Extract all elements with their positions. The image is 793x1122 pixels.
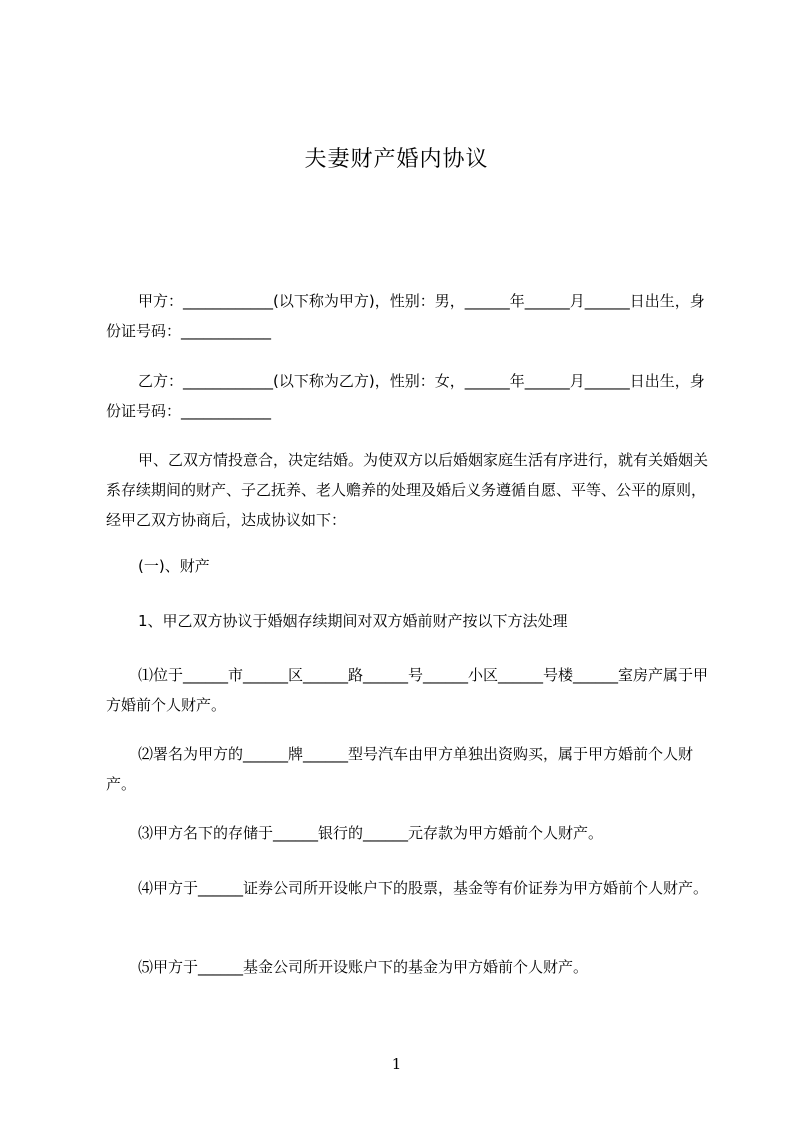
item-2: ⑵署名为甲方的______牌______型号汽车由甲方单独出资购买，属于甲方婚前个人财产。 (106, 745, 694, 793)
item-1: ⑴位于______市______区______路______号______小区______号楼______室房产属于甲方婚前个人财产。 (106, 666, 709, 714)
document-title: 夫妻财产婚内协议 (304, 147, 489, 172)
clause-1: 1、甲乙双方协议于婚姻存续期间对双方婚前财产按以下方法处理 (138, 612, 568, 630)
paragraph-party-a: 甲方：____________(以下称为甲方)，性别：男，______年______月______日出生，身份证号码：____________ (106, 292, 705, 340)
item-4: ⑷甲方于______证券公司所开设帐户下的股票，基金等有价证券为甲方婚前个人财产。 (138, 879, 709, 897)
section-heading-property: (一)、财产 (138, 557, 210, 575)
page-number: 1 (391, 1055, 402, 1073)
item-3: ⑶甲方名下的存储于______银行的______元存款为甲方婚前个人财产。 (138, 824, 604, 842)
paragraph-preamble: 甲、乙双方情投意合，决定结婚。为使双方以后婚姻家庭生活有序进行，就有关婚姻关系存续期间的财产、子乙抚养、老人赡养的处理及婚后义务遵循自愿、平等、公平的原则，经甲乙双方协商后，达成协议如下： (106, 451, 709, 529)
paragraph-party-b: 乙方：____________(以下称为乙方)，性别：女，______年______月______日出生，身份证号码：____________ (106, 372, 705, 420)
item-5: ⑸甲方于______基金公司所开设账户下的基金为甲方婚前个人财产。 (138, 958, 589, 976)
